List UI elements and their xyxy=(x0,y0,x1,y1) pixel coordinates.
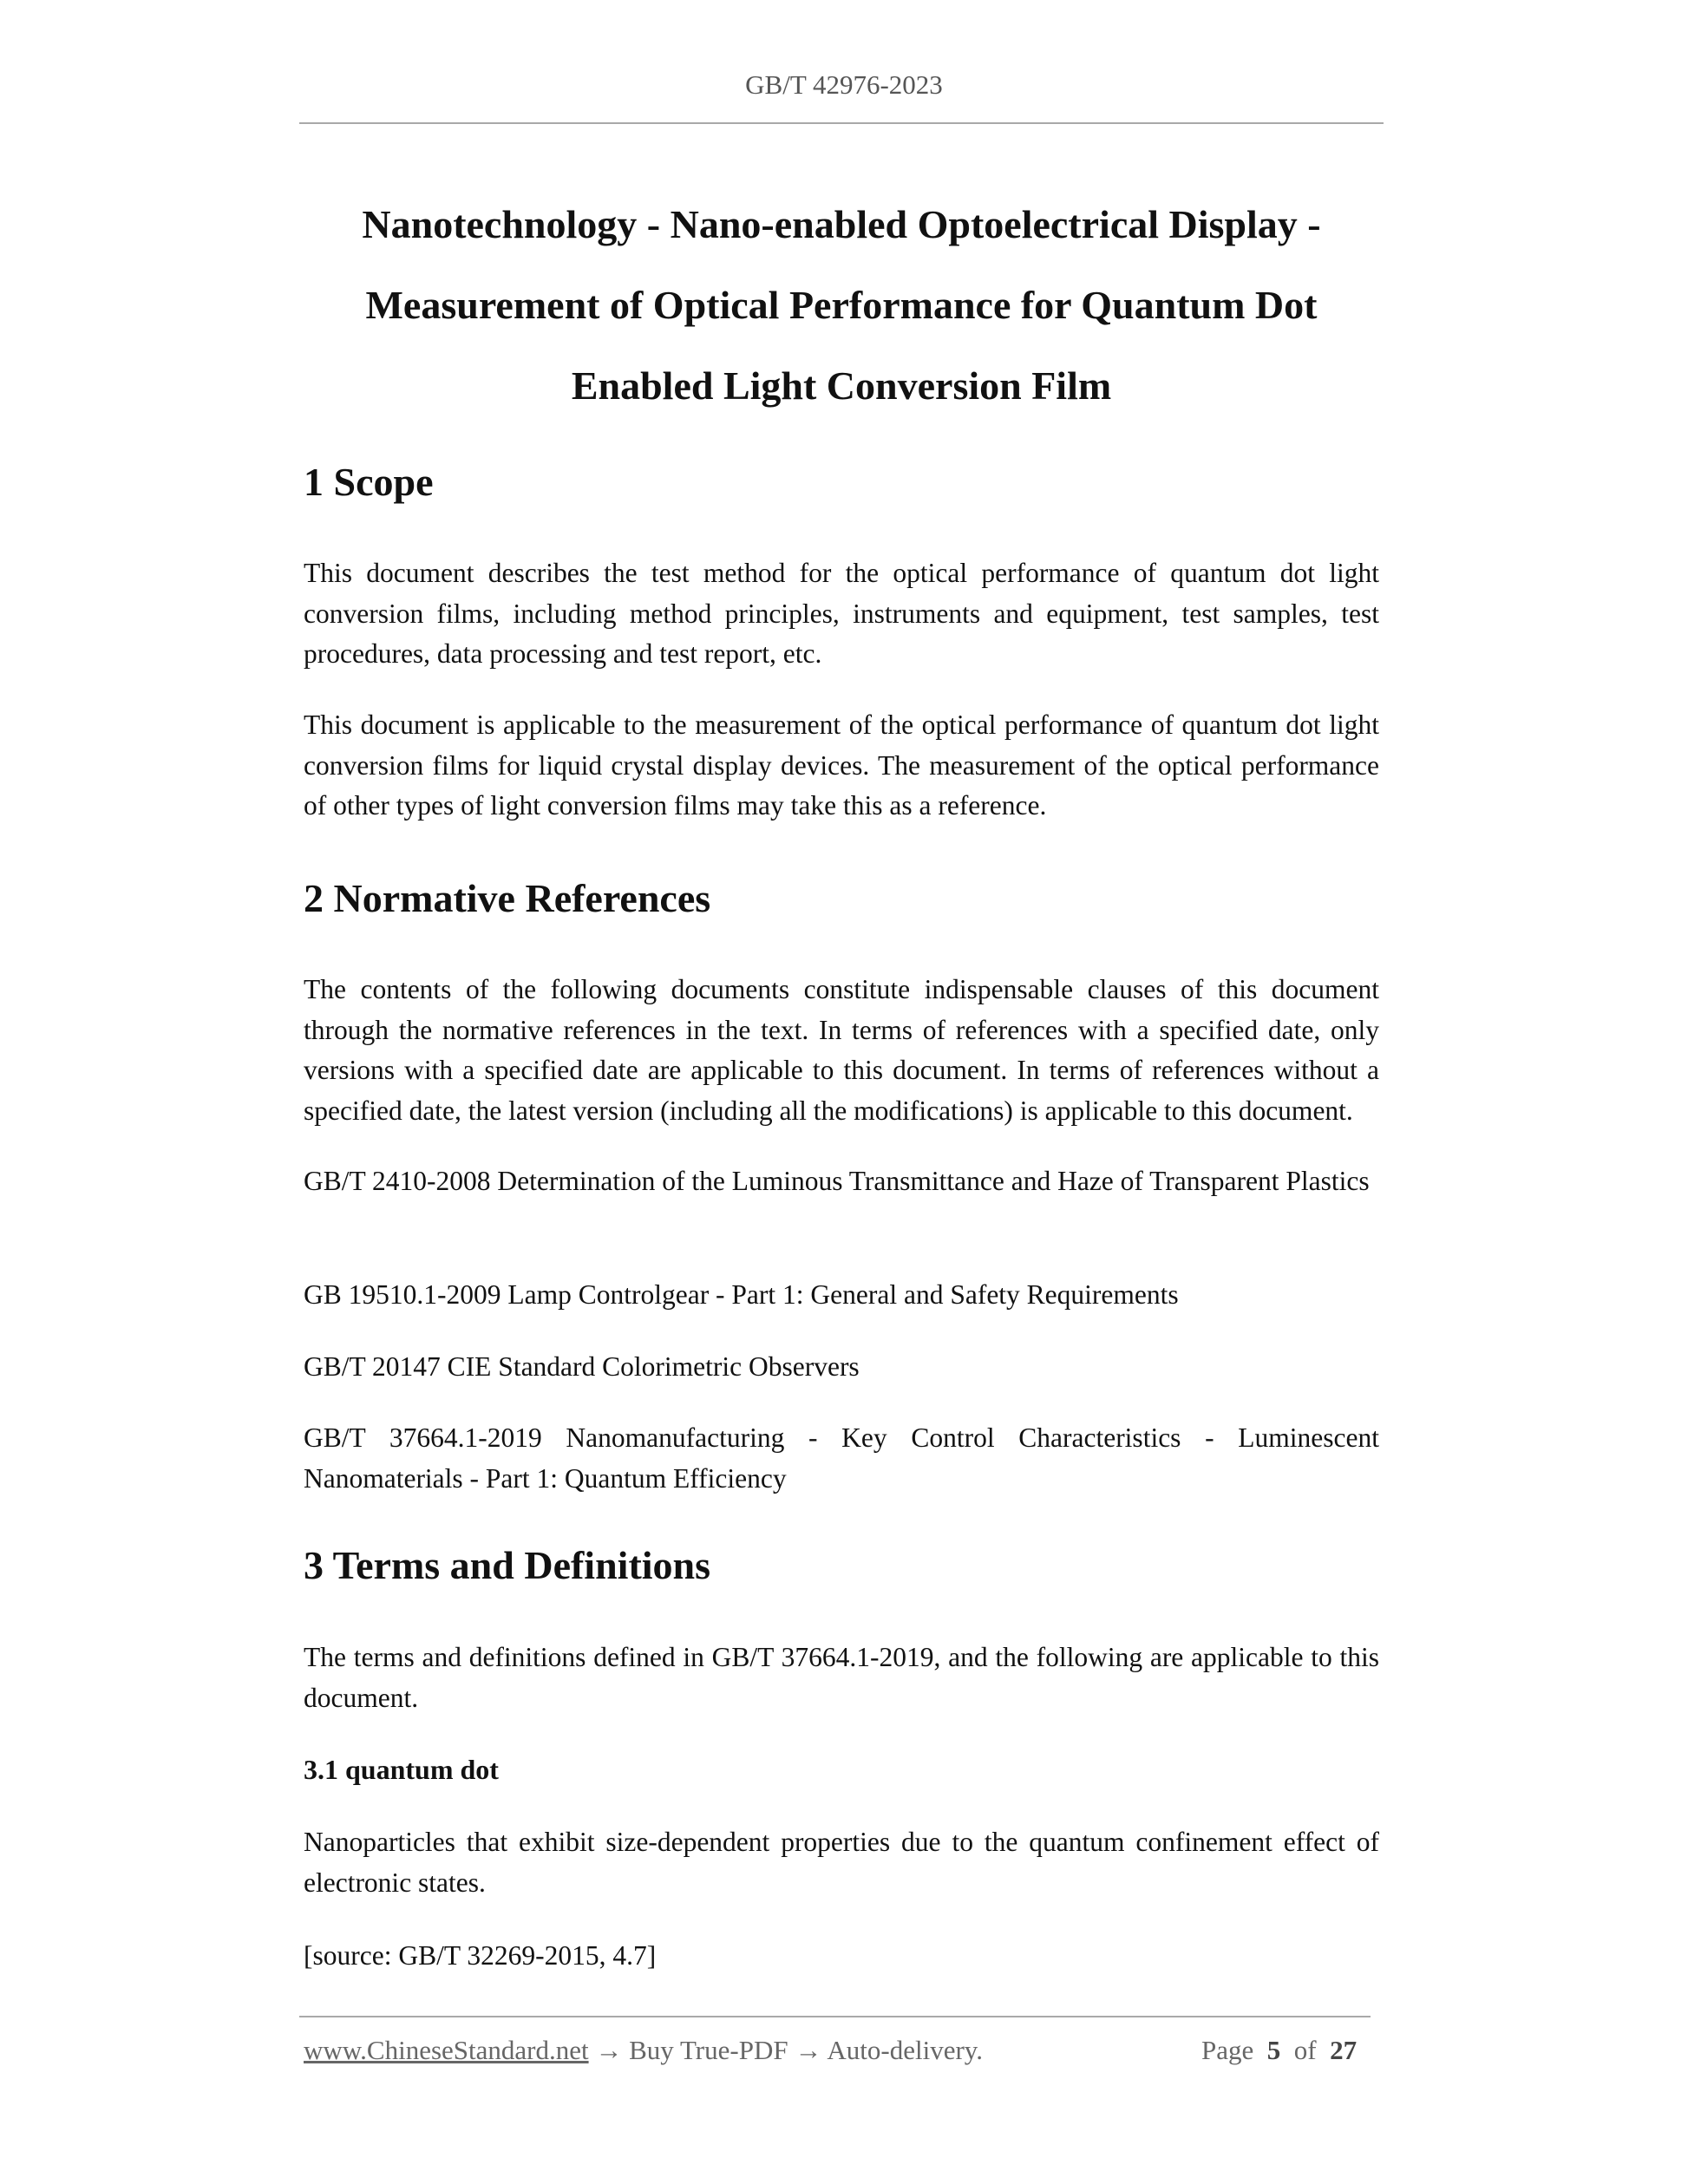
normative-reference-item: GB/T 37664.1-2019 Nanomanufacturing - Key Control Characteristics - Luminescent Nanomaterials - Part 1: Quantum Efficiency xyxy=(304,1422,1379,1494)
scope-paragraph-1: This document describes the test method for the optical performance of quantum dot light conversion films, including method principles, instruments and equipment, test samples, test procedures, data processing and test report, etc. xyxy=(304,558,1379,669)
total-page-count: 27 xyxy=(1330,2035,1358,2065)
normative-reference-item: GB/T 2410-2008 Determination of the Luminous Transmittance and Haze of Transparent Plastics xyxy=(304,1166,1370,1196)
arrow-right-icon: → xyxy=(595,2035,623,2065)
footer-promo xyxy=(304,2035,983,2066)
terms-intro-paragraph: The terms and definitions defined in GB/T 37664.1-2019, and the following are applicable to this document. xyxy=(304,1642,1379,1713)
title-line-1: Nanotechnology - Nano-enabled Optoelectrical Display - xyxy=(362,202,1321,246)
footer-divider xyxy=(299,2016,1371,2017)
section-heading-terms-and-definitions: 3 Terms and Definitions xyxy=(304,1543,711,1587)
term-heading-quantum-dot: 3.1 quantum dot xyxy=(304,1754,499,1785)
normative-reference-item: GB 19510.1-2009 Lamp Controlgear - Part 1: General and Safety Requirements xyxy=(304,1279,1179,1310)
page-label: Page xyxy=(1201,2035,1254,2065)
current-page-number: 5 xyxy=(1266,2035,1281,2065)
footer-delivery-text: Auto-delivery. xyxy=(827,2035,984,2065)
normative-intro-paragraph: The contents of the following documents constitute indispensable clauses of this document through the normative references in the text. In terms of references with a specified date, only versions with a specified date are applicable to this document. In terms of references without a specified date, the latest version (including all the modifications) is applicable to this document. xyxy=(304,974,1379,1126)
section-heading-scope: 1 Scope xyxy=(304,460,434,504)
of-label: of xyxy=(1293,2035,1317,2065)
document-title xyxy=(299,184,1384,426)
normative-reference-item: GB/T 20147 CIE Standard Colorimetric Observers xyxy=(304,1351,860,1382)
term-definition: Nanoparticles that exhibit size-dependent properties due to the quantum confinement effect of electronic states. xyxy=(304,1827,1379,1898)
section-heading-normative-references: 2 Normative References xyxy=(304,876,711,920)
title-line-2: Measurement of Optical Performance for Quantum Dot xyxy=(365,283,1318,327)
arrow-right-icon: → xyxy=(795,2035,822,2065)
document-code-header: GB/T 42976-2023 xyxy=(745,69,943,100)
page-indicator xyxy=(1201,2035,1357,2066)
scope-paragraph-2: This document is applicable to the measurement of the optical performance of quantum dot light conversion films for liquid crystal display devices. The measurement of the optical performance of other types of light conversion films may take this as a reference. xyxy=(304,709,1379,821)
title-line-3: Enabled Light Conversion Film xyxy=(571,363,1112,408)
footer-buy-text: Buy True-PDF xyxy=(629,2035,788,2065)
header-divider xyxy=(299,122,1384,124)
term-source: [source: GB/T 32269-2015, 4.7] xyxy=(304,1940,657,1971)
chinesestandard-link[interactable]: www.ChineseStandard.net xyxy=(304,2035,589,2065)
